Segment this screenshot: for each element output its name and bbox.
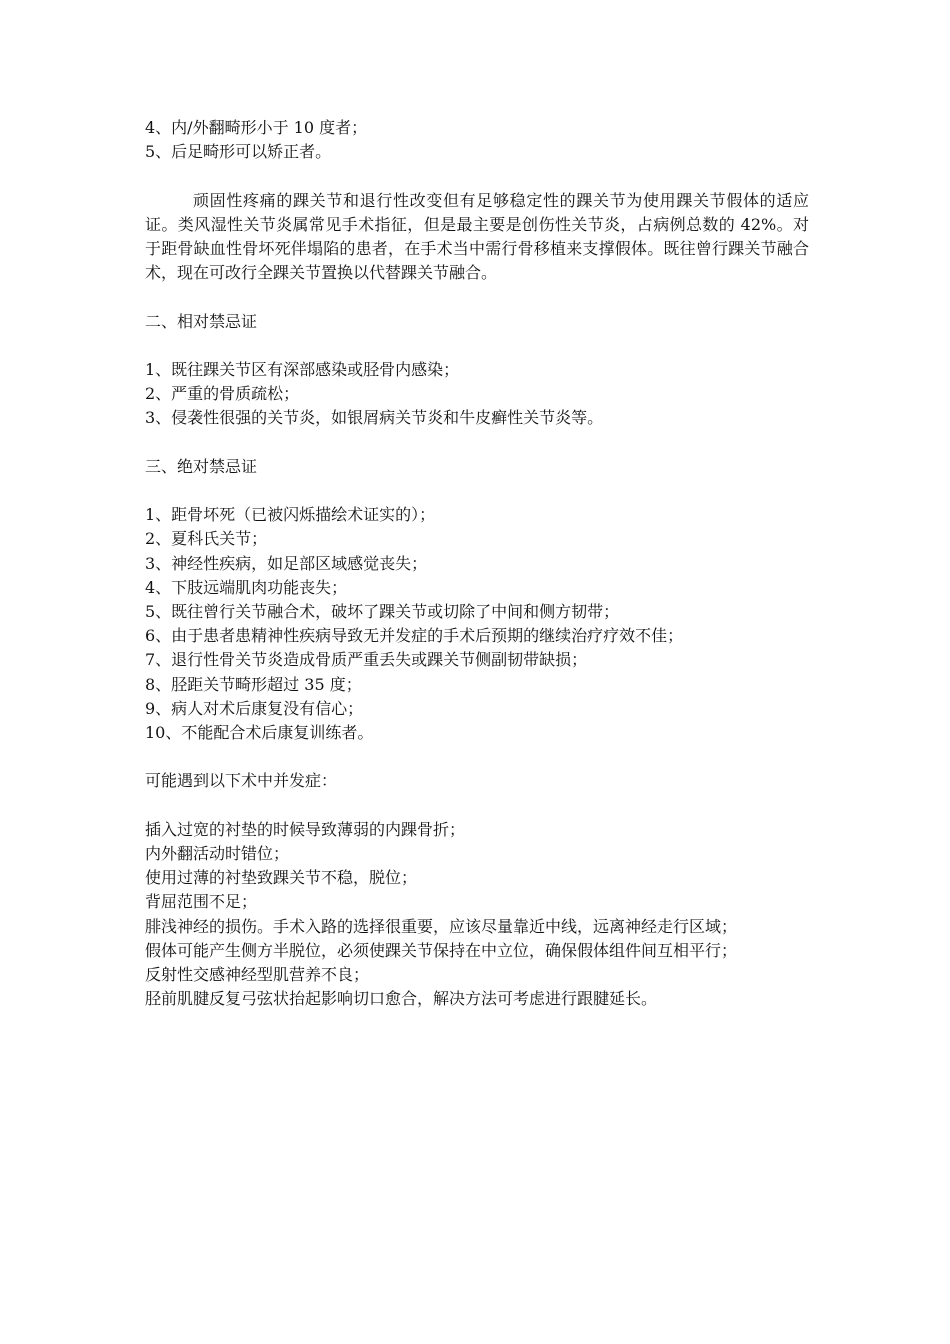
complication-item: 背屈范围不足； <box>145 892 258 912</box>
relative-contraindication-item: 3、侵袭性很强的关节炎，如银屑病关节炎和牛皮癣性关节炎等。 <box>145 408 604 428</box>
complication-item: 使用过薄的衬垫致踝关节不稳，脱位； <box>145 868 418 888</box>
indication-item-5: 5、后足畸形可以矫正者。 <box>145 142 332 162</box>
spacer <box>145 164 809 188</box>
spacer <box>145 479 809 503</box>
complication-item: 腓浅神经的损伤。手术入路的选择很重要，应该尽量靠近中线，远离神经走行区域； <box>145 916 738 936</box>
complication-item: 反射性交感神经型肌营养不良； <box>145 965 370 984</box>
absolute-contraindication-item: 4、下肢远端肌肉功能丧失； <box>145 577 348 597</box>
indication-paragraph: 顽固性疼痛的踝关节和退行性改变但有足够稳定性的踝关节为使用踝关节假体的适应证。类风湿性关节炎属常见手术指征，但是最主要是创伤性关节炎，占病例总数的 42%。对于距骨缺血性骨坏死伴塌陷的患者，在手术当中需行骨移植来支撑假体。既往曾行踝关节融合术，现在可改行全踝关节置换以代替踝关节融合。 <box>145 190 809 283</box>
complication-item: 胫前肌腱反复弓弦状抬起影响切口愈合，解决方法可考虑进行跟腱延长。 <box>145 989 658 1009</box>
absolute-contraindication-item: 5、既往曾行关节融合术，破坏了踝关节或切除了中间和侧方韧带； <box>145 601 620 621</box>
complication-item: 假体可能产生侧方半脱位，必须使踝关节保持在中立位，确保假体组件间互相平行； <box>145 940 738 960</box>
absolute-contraindication-item: 3、神经性疾病，如足部区域感觉丧失； <box>145 553 428 573</box>
absolute-contraindication-item: 10、不能配合术后康复训练者。 <box>145 723 374 742</box>
absolute-contraindication-item: 8、胫距关节畸形超过 35 度； <box>145 674 362 694</box>
relative-contraindication-item: 1、既往踝关节区有深部感染或胫骨内感染； <box>145 359 460 379</box>
spacer <box>145 794 809 818</box>
absolute-contraindications-heading: 三、绝对禁忌证 <box>145 456 258 476</box>
document-page <box>145 116 809 1011</box>
relative-contraindication-item: 2、严重的骨质疏松； <box>145 384 300 404</box>
complication-item: 内外翻活动时错位； <box>145 843 290 863</box>
absolute-contraindication-item: 1、距骨坏死（已被闪烁描绘术证实的）； <box>145 505 436 525</box>
absolute-contraindication-item: 7、退行性骨关节炎造成骨质严重丢失或踝关节侧副韧带缺损； <box>145 650 588 670</box>
spacer <box>145 431 809 455</box>
absolute-contraindication-item: 9、病人对术后康复没有信心； <box>145 698 364 718</box>
spacer <box>145 334 809 358</box>
absolute-contraindication-item: 6、由于患者患精神性疾病导致无并发症的手术后预期的继续治疗疗效不佳； <box>145 626 684 646</box>
spacer <box>145 745 809 769</box>
absolute-contraindication-item: 2、夏科氏关节； <box>145 529 268 549</box>
spacer <box>145 285 809 309</box>
complication-item: 插入过宽的衬垫的时候导致薄弱的内踝骨折； <box>145 819 466 839</box>
indication-item-4: 4、内/外翻畸形小于 10 度者； <box>145 118 368 137</box>
relative-contraindications-heading: 二、相对禁忌证 <box>145 311 258 331</box>
complications-heading: 可能遇到以下术中并发症： <box>145 771 338 791</box>
